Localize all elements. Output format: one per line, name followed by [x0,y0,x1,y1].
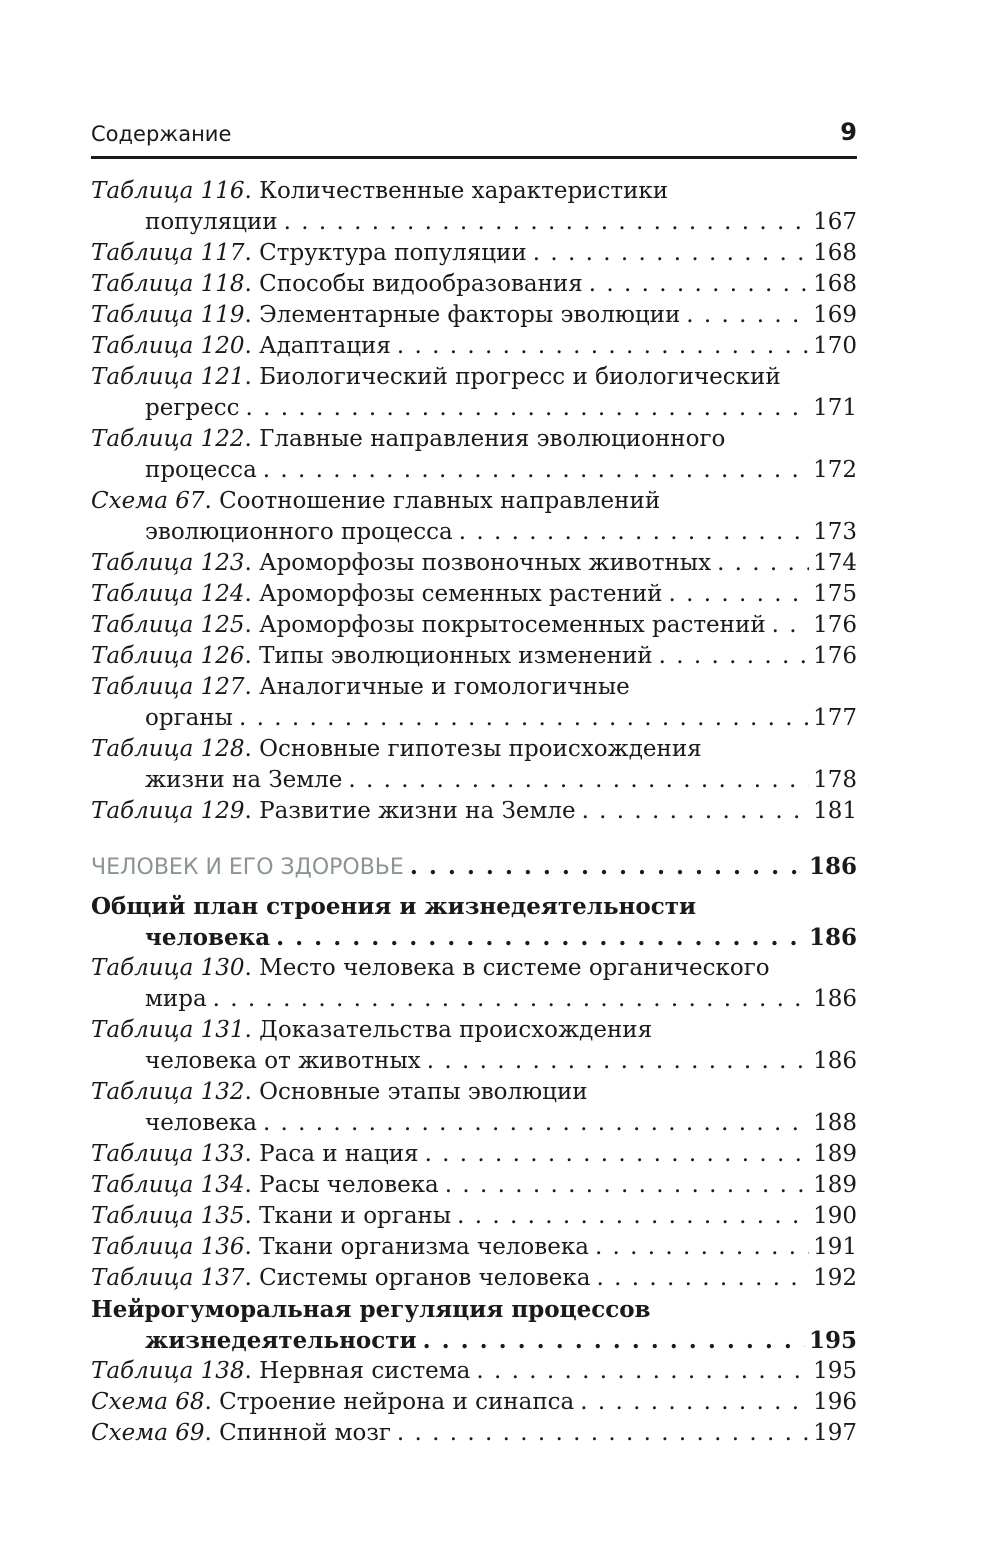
toc-entry-line-cont [91,1046,857,1077]
dot-leader [427,1046,809,1077]
dot-leader [580,1387,809,1418]
toc-entry-label-dot: . [244,955,260,981]
toc-entry-label-dot: . [244,240,260,266]
toc-subsection-line-cont [91,1325,857,1356]
toc-entry-title: Системы органов человека [259,1265,591,1291]
toc-entry-page: 197 [813,1420,857,1446]
toc-entry-page: 170 [813,333,857,359]
toc-entry [91,1170,857,1201]
toc-entry-line-cont [91,703,857,734]
toc-entry-label-dot: . [244,302,260,328]
toc-subsection [91,1294,857,1356]
toc-entry-title: Количественные характеристики [259,178,669,204]
toc-entry [91,953,857,1015]
dot-leader [348,765,809,796]
toc-entry [91,331,857,362]
toc-entry [91,1356,857,1387]
toc-entry-line-cont [91,1108,857,1139]
dot-leader [459,517,809,548]
toc-entry-text [91,579,663,610]
toc-entry-title: Соотношение главных направлений [219,488,661,514]
toc-entry-label-dot: . [244,1265,260,1291]
toc-entry-label: Таблица 136 [91,1234,245,1260]
toc-entry-label: Схема 67 [91,488,205,514]
dot-leader [397,1418,809,1449]
toc-subsection-title: Нейрогуморальная регуляция процессов [91,1296,651,1323]
toc-entry-title-cont: мира [145,986,207,1012]
toc-entry-label-dot: . [244,1234,260,1260]
toc-entry-page: 172 [813,457,857,483]
toc-entry-text [91,486,660,517]
toc-entry-page: 178 [813,767,857,793]
toc-entry-label-dot: . [244,333,260,359]
toc-entry-label: Таблица 127 [91,674,245,700]
toc-entry-title: Главные направления эволюционного [259,426,726,452]
dot-leader [445,1170,809,1201]
toc-entry-line [91,579,857,610]
header-title: Содержание [91,122,232,146]
toc-subsection-line-cont [91,922,857,953]
toc-entry-text [91,362,781,393]
toc-entry-line [91,1139,857,1170]
toc-entry-title: Адаптация [259,333,391,359]
toc-entry-page: 176 [813,612,857,638]
toc-entry-label-dot: . [244,1079,260,1105]
toc-subsection-line [91,1294,857,1325]
toc-subsection-title-cont: человека [145,924,271,951]
toc-entry [91,610,857,641]
toc-entry-title: Доказательства происхождения [259,1017,653,1043]
dot-leader [245,393,809,424]
toc-entry-label: Таблица 116 [91,178,245,204]
toc-entry-label: Таблица 134 [91,1172,245,1198]
toc-entry-title: Основные гипотезы происхождения [259,736,702,762]
toc-section-title: ЧЕЛОВЕК И ЕГО ЗДОРОВЬЕ [91,855,404,880]
toc-entry-text [91,424,725,455]
toc-entry-text [91,331,391,362]
toc-entry-line-cont [91,207,857,238]
toc-entry-label: Таблица 117 [91,240,245,266]
toc-entry-page: 167 [813,209,857,235]
dot-leader [213,984,809,1015]
toc-entry-title: Структура популяции [259,240,527,266]
toc-entry-title: Ароморфозы позвоночных животных [259,550,712,576]
toc-entry-line [91,1387,857,1418]
toc-entry-text [91,641,653,672]
header-page-number: 9 [840,118,857,146]
toc-entry-line [91,1356,857,1387]
toc-entry-page: 174 [813,550,857,576]
toc-entry-line [91,548,857,579]
toc-entry-line [91,269,857,300]
dot-leader [669,579,810,610]
toc-entry-title: Место человека в системе органического [259,955,770,981]
toc-entry-text [91,1263,591,1294]
toc-entry-page: 177 [813,705,857,731]
toc-entry-text [91,1170,439,1201]
toc-entry-text [91,1418,391,1449]
toc-entry-label-dot: . [244,736,260,762]
toc-entry [91,641,857,672]
toc-entry-line [91,1077,857,1108]
toc-subsection-title-cont: жизнедеятельности [145,1327,417,1354]
toc-entry-title: Ткани организма человека [259,1234,589,1260]
toc-entry-label-dot: . [204,488,220,514]
toc-entry-line [91,796,857,827]
toc-entry-line [91,1170,857,1201]
toc-entry-label: Таблица 123 [91,550,245,576]
toc-entry [91,1387,857,1418]
dot-leader [457,1201,809,1232]
toc-entry-title: Аналогичные и гомологичные [259,674,630,700]
toc-entry-text [91,953,770,984]
dot-leader [772,610,809,641]
toc-entry-line-cont [91,517,857,548]
dot-leader [276,922,805,953]
toc-entry-label: Таблица 135 [91,1203,245,1229]
toc-subsection-title: Общий план строения и жизнедеятельности [91,893,697,920]
toc-entry-text [91,1015,652,1046]
dot-leader [425,1139,810,1170]
toc-entry-text [91,1356,470,1387]
toc-entry-title: Типы эволюционных изменений [259,643,653,669]
toc-entry-title-cont: популяции [145,209,278,235]
toc-entry-label: Таблица 126 [91,643,245,669]
dot-leader [659,641,809,672]
toc-subsection-page: 195 [808,1327,857,1354]
toc-entry [91,1263,857,1294]
toc-entry-line [91,486,857,517]
toc-entry-label: Таблица 132 [91,1079,245,1105]
toc-entry-title-cont: человека [145,1110,257,1136]
table-of-contents [91,176,857,1449]
toc-entry-line [91,1418,857,1449]
toc-entry-text [91,1077,588,1108]
toc-entry-title: Основные этапы эволюции [259,1079,588,1105]
toc-entry-page: 188 [813,1110,857,1136]
dot-leader [397,331,809,362]
toc-entry-label-dot: . [244,674,260,700]
dot-leader [582,796,810,827]
toc-entry-text [91,548,711,579]
toc-entry-line [91,953,857,984]
toc-entry-label: Таблица 137 [91,1265,245,1291]
toc-section-heading [91,851,857,883]
toc-entry-line [91,610,857,641]
toc-entry-label-dot: . [244,643,260,669]
toc-entry [91,1015,857,1077]
dot-leader [717,548,809,579]
toc-entry-label-dot: . [244,612,260,638]
toc-entry-label: Таблица 128 [91,736,245,762]
toc-entry-page: 192 [813,1265,857,1291]
toc-entry-label: Таблица 130 [91,955,245,981]
toc-section-page: 186 [808,853,857,880]
toc-entry [91,796,857,827]
toc-entry-label-dot: . [244,1358,260,1384]
toc-entry [91,734,857,796]
toc-entry [91,486,857,548]
dot-leader [686,300,809,331]
toc-entry-text [91,300,680,331]
toc-entry-title: Нервная система [259,1358,471,1384]
toc-entry-title-cont: жизни на Земле [145,767,343,793]
toc-entry-title: Развитие жизни на Земле [259,798,576,824]
toc-entry-text [91,1139,419,1170]
dot-leader [263,1108,809,1139]
toc-entry-title: Раса и нация [259,1141,419,1167]
toc-entry [91,424,857,486]
dot-leader [589,269,809,300]
toc-entry-label-dot: . [204,1420,220,1446]
toc-entry-text [91,610,766,641]
toc-entry-page: 190 [813,1203,857,1229]
toc-entry-title: Ароморфозы семенных растений [259,581,663,607]
toc-entry-label: Схема 68 [91,1389,205,1415]
dot-leader [410,851,805,882]
toc-entry-title-cont: процесса [145,457,257,483]
dot-leader [239,703,809,734]
toc-entry-line [91,300,857,331]
toc-entry-title-cont: органы [145,705,233,731]
toc-entry-label-dot: . [244,426,260,452]
toc-entry [91,1077,857,1139]
toc-entry-page: 168 [813,240,857,266]
toc-entry [91,1139,857,1170]
toc-entry-line-cont [91,455,857,486]
toc-entry-label: Таблица 131 [91,1017,245,1043]
toc-entry-label: Таблица 125 [91,612,245,638]
dot-leader [263,455,809,486]
toc-entry-label: Таблица 122 [91,426,245,452]
toc-entry-title: Способы видообразования [259,271,583,297]
toc-entry-label-dot: . [204,1389,220,1415]
toc-entry-line [91,362,857,393]
toc-entry-line-cont [91,393,857,424]
toc-entry-line [91,424,857,455]
dot-leader [533,238,809,269]
toc-entry-title: Спинной мозг [219,1420,391,1446]
toc-entry-page: 189 [813,1141,857,1167]
toc-subsection-page: 186 [808,924,857,951]
toc-entry-label: Таблица 133 [91,1141,245,1167]
toc-subsection [91,891,857,953]
toc-entry-page: 181 [813,798,857,824]
toc-entry [91,300,857,331]
toc-entry-label: Таблица 119 [91,302,245,328]
toc-entry-line [91,734,857,765]
toc-entry-label: Схема 69 [91,1420,205,1446]
toc-entry-label: Таблица 138 [91,1358,245,1384]
toc-entry-title: Ткани и органы [259,1203,452,1229]
dot-leader [423,1325,805,1356]
toc-entry-title-cont: регресс [145,395,240,421]
toc-entry-title-cont: эволюционного процесса [145,519,453,545]
toc-entry-text [91,238,527,269]
toc-entry-text [91,672,630,703]
toc-entry-line [91,1232,857,1263]
toc-entry-label: Таблица 129 [91,798,245,824]
toc-entry [91,176,857,238]
toc-entry-page: 195 [813,1358,857,1384]
toc-entry-page: 191 [813,1234,857,1260]
toc-entry-text [91,734,702,765]
toc-entry-line [91,1263,857,1294]
toc-entry-page: 175 [813,581,857,607]
toc-entry-line [91,331,857,362]
dot-leader [597,1263,810,1294]
toc-entry-line [91,641,857,672]
toc-entry-line [91,176,857,207]
toc-entry-page: 196 [813,1389,857,1415]
toc-entry-page: 173 [813,519,857,545]
toc-entry-label-dot: . [244,1172,260,1198]
toc-entry-label: Таблица 118 [91,271,245,297]
toc-entry-title: Ароморфозы покрытосеменных растений [259,612,766,638]
toc-entry-label: Таблица 121 [91,364,245,390]
toc-entry-line [91,238,857,269]
toc-entry-text [91,1232,589,1263]
toc-entry-label-dot: . [244,1017,260,1043]
toc-entry-label-dot: . [244,550,260,576]
toc-entry-label-dot: . [244,581,260,607]
toc-entry-line [91,1201,857,1232]
toc-entry-label-dot: . [244,798,260,824]
toc-entry [91,579,857,610]
toc-entry [91,672,857,734]
toc-entry-text [91,1201,451,1232]
toc-entry-title: Строение нейрона и синапса [219,1389,575,1415]
toc-entry [91,362,857,424]
toc-entry-line-cont [91,765,857,796]
running-header [91,116,857,159]
toc-entry-page: 189 [813,1172,857,1198]
toc-entry-title: Биологический прогресс и биологический [259,364,781,390]
toc-entry-label-dot: . [244,178,260,204]
toc-entry-title: Расы человека [259,1172,439,1198]
toc-entry [91,1201,857,1232]
toc-entry [91,1232,857,1263]
toc-entry-line [91,1015,857,1046]
toc-entry [91,548,857,579]
toc-entry-text [91,176,668,207]
toc-entry [91,1418,857,1449]
toc-entry-page: 186 [813,1048,857,1074]
toc-entry [91,269,857,300]
toc-entry-page: 169 [813,302,857,328]
toc-entry-page: 176 [813,643,857,669]
toc-entry-title-cont: человека от животных [145,1048,421,1074]
toc-entry-text [91,269,583,300]
dot-leader [476,1356,809,1387]
toc-entry-label: Таблица 124 [91,581,245,607]
dot-leader [284,207,809,238]
toc-entry-text [91,796,576,827]
toc-entry-label-dot: . [244,271,260,297]
toc-entry-label-dot: . [244,1141,260,1167]
toc-entry-line-cont [91,984,857,1015]
toc-subsection-line [91,891,857,922]
toc-entry-text [91,1387,574,1418]
toc-entry-page: 186 [813,986,857,1012]
toc-entry-label-dot: . [244,1203,260,1229]
toc-entry-page: 168 [813,271,857,297]
toc-entry-page: 171 [813,395,857,421]
toc-entry [91,238,857,269]
toc-entry-line [91,672,857,703]
dot-leader [595,1232,809,1263]
toc-entry-label-dot: . [244,364,260,390]
toc-entry-label: Таблица 120 [91,333,245,359]
toc-entry-title: Элементарные факторы эволюции [259,302,681,328]
